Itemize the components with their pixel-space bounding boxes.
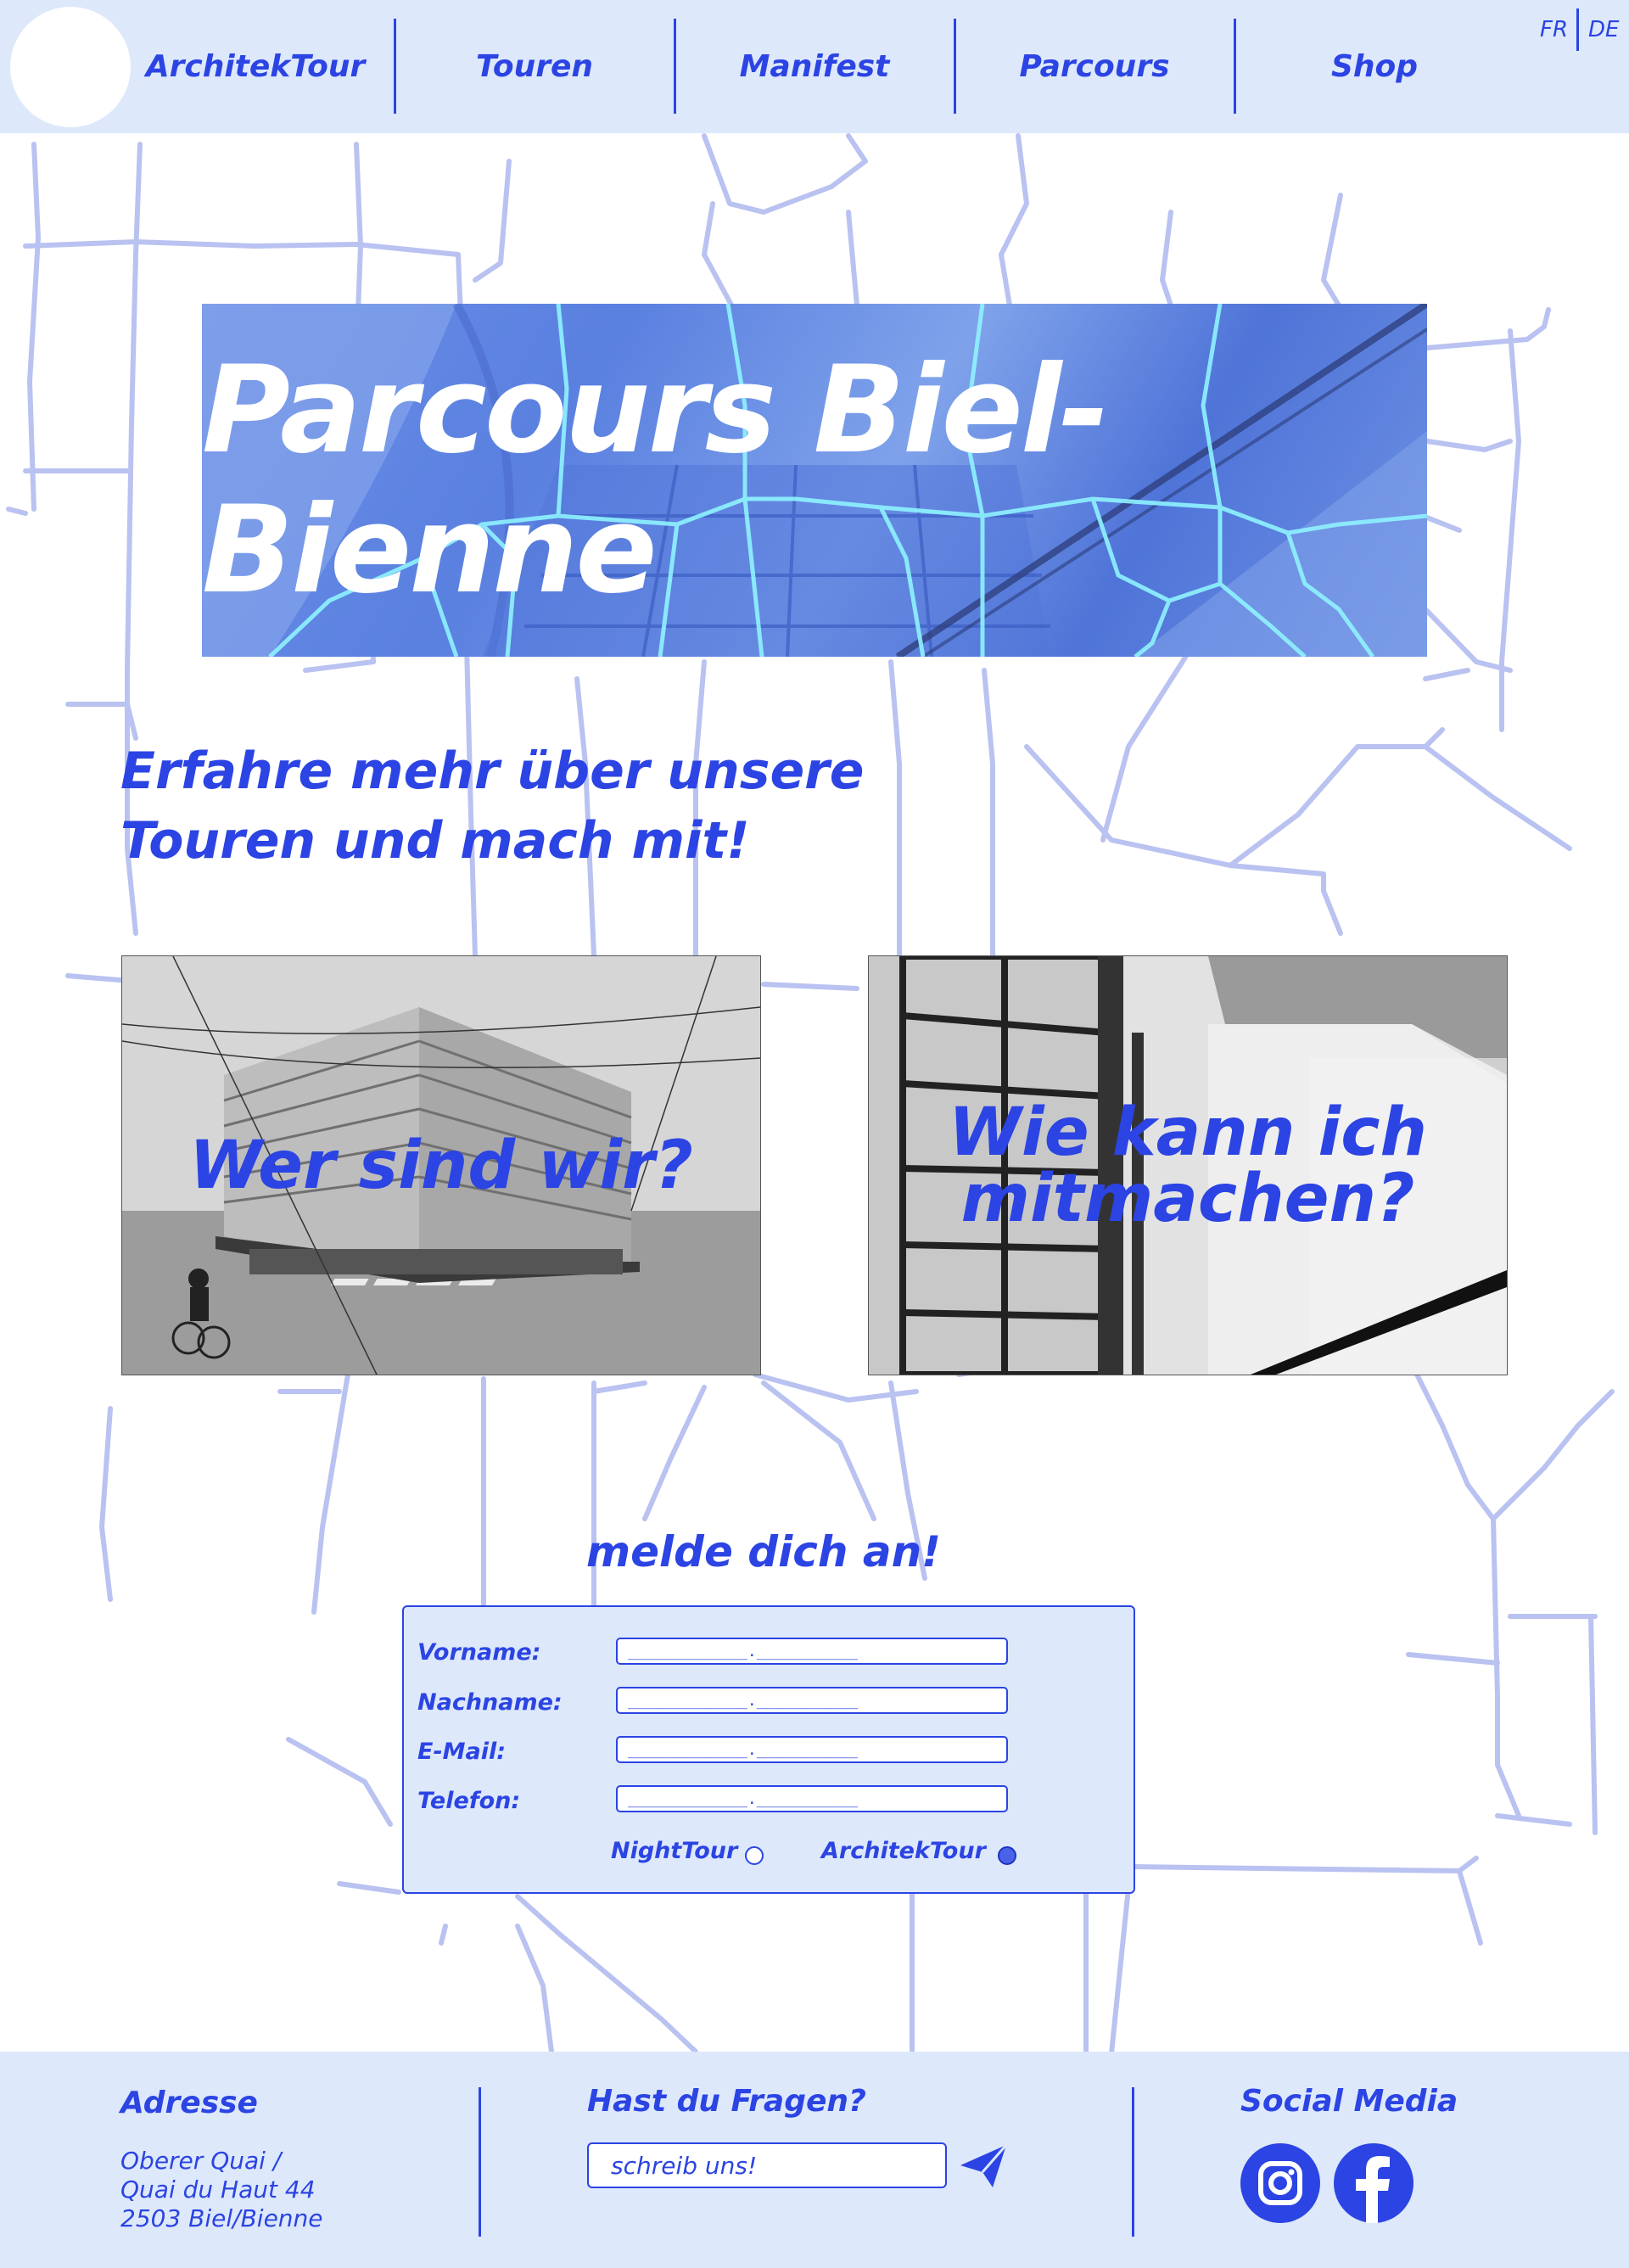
footer-divider <box>1132 2087 1134 2237</box>
nav-item-touren[interactable]: Touren <box>475 49 594 84</box>
instagram-icon[interactable] <box>1240 2143 1320 2223</box>
card-participate[interactable] <box>868 955 1508 1375</box>
architektour-radio[interactable] <box>998 1846 1016 1865</box>
intro-line-1: Erfahre mehr über unsere <box>120 742 865 801</box>
card-about-us-label: Wer sind wir? <box>189 1127 693 1204</box>
hero-title: Parcours Biel-Bienne <box>202 340 1107 620</box>
nav-item-manifest[interactable]: Manifest <box>739 49 890 84</box>
signup-form <box>402 1605 1135 1894</box>
nighttour-label: NightTour <box>611 1838 738 1864</box>
address-line-2: Quai du Haut 44 <box>120 2176 316 2204</box>
language-divider <box>1576 8 1579 51</box>
form-title: melde dich an! <box>586 1527 941 1576</box>
email-field[interactable] <box>616 1736 1008 1763</box>
send-icon[interactable] <box>959 2143 1008 2189</box>
footer-divider <box>479 2087 481 2237</box>
phone-label: Telefon: <box>417 1788 521 1814</box>
intro-heading <box>120 736 884 876</box>
message-input[interactable] <box>587 2142 947 2188</box>
facebook-icon[interactable] <box>1334 2143 1413 2223</box>
contact-heading: Hast du Fragen? <box>587 2084 866 2119</box>
intro-line-2: Touren und mach mit! <box>120 811 750 871</box>
architektour-label: ArchitekTour <box>821 1838 986 1864</box>
last-name-label: Nachname: <box>417 1689 563 1716</box>
address-line-3: 2503 Biel/Bienne <box>120 2204 323 2232</box>
phone-field[interactable] <box>616 1785 1008 1812</box>
hero-banner <box>202 304 1427 657</box>
first-name-label: Vorname: <box>417 1639 541 1666</box>
card-about-us[interactable] <box>121 955 761 1375</box>
first-name-field[interactable] <box>616 1638 1008 1665</box>
nighttour-radio[interactable] <box>745 1846 764 1865</box>
language-fr[interactable]: FR <box>1540 17 1569 42</box>
last-name-field[interactable] <box>616 1687 1008 1714</box>
card-participate-label: Wie kann ich mitmachen? <box>948 1094 1428 1237</box>
social-heading: Social Media <box>1240 2084 1458 2119</box>
logo[interactable] <box>10 7 131 127</box>
email-label: E-Mail: <box>417 1739 507 1765</box>
top-navigation <box>0 0 1629 133</box>
address-heading: Adresse <box>120 2086 258 2120</box>
nav-brand[interactable]: ArchitekTour <box>145 49 366 84</box>
address-line-1: Oberer Quai / <box>120 2147 282 2175</box>
footer <box>0 2052 1629 2268</box>
nav-item-parcours[interactable]: Parcours <box>1019 49 1170 84</box>
address-text <box>120 2147 323 2233</box>
nav-item-shop[interactable]: Shop <box>1330 49 1419 84</box>
language-de[interactable]: DE <box>1588 17 1620 42</box>
